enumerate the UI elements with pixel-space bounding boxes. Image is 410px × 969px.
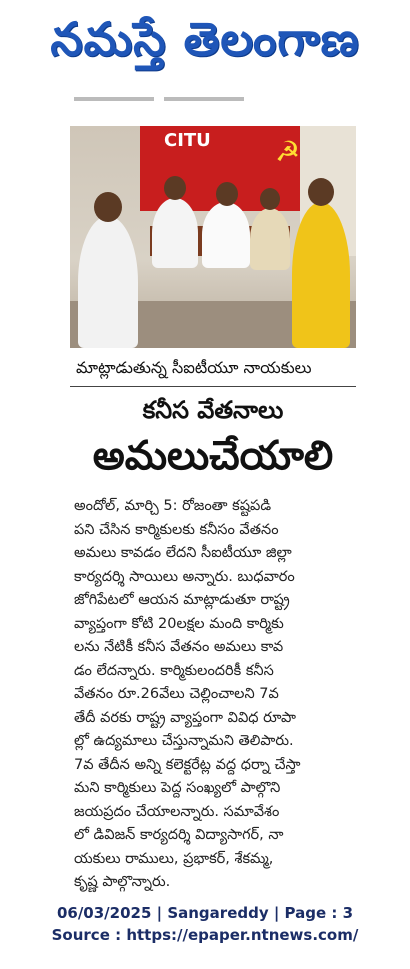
cut-off-text <box>74 94 254 104</box>
article-line: వేతనం రూ.26వేలు చెల్లించాలని 7వ <box>74 686 279 702</box>
article-line: కృష్ణ పాల్గొన్నారు. <box>74 874 171 890</box>
article-line: మని కార్మికులు పెద్ద సంఖ్యలో పాల్గొని <box>74 780 281 796</box>
article-line: ల్లో ఉద్యమాలు చేస్తున్నామని తెలిపారు. <box>74 733 294 749</box>
person-3 <box>202 202 250 268</box>
article-line: వ్యాప్తంగా కోటి 20లక్షల మంది కార్మికు <box>74 615 284 632</box>
article-body <box>74 495 354 895</box>
person-4 <box>250 208 290 270</box>
photo-caption: మాట్లాడుతున్న సీఐటీయూ నాయకులు <box>76 358 312 377</box>
hammer-sickle-icon: ☭ <box>275 135 301 168</box>
article-line: పని చేసిన కార్మికులకు కనీసం వేతనం <box>74 521 279 538</box>
newspaper-masthead <box>0 0 410 78</box>
person-4-head <box>260 188 280 210</box>
headline-kicker: కనీస వేతనాలు <box>142 396 284 424</box>
news-photo <box>70 126 356 348</box>
divider <box>70 386 356 387</box>
article-line: 7వ తేదీన అన్ని కలెక్టరేట్ల వద్ద ధర్నా చేస్తా <box>74 756 301 773</box>
banner-text: CITU <box>164 130 211 151</box>
article-line: అందోల్, మార్చి 5: రోజంతా కష్టపడి <box>74 498 272 514</box>
person-5-head <box>308 178 334 206</box>
person-2 <box>152 198 198 268</box>
person-1 <box>78 216 138 348</box>
article-line: తేదీ వరకు రాష్ట్ర వ్యాప్తంగా వివిధ రూపా <box>74 709 296 726</box>
person-3-head <box>216 182 238 206</box>
person-1-head <box>94 192 122 222</box>
source-footer <box>0 902 410 946</box>
person-2-head <box>164 176 186 200</box>
article-line: కార్యదర్శి సాయిలు అన్నారు. బుధవారం <box>74 568 295 585</box>
source-link[interactable]: Source : https://epaper.ntnews.com/ <box>51 926 359 944</box>
masthead-title: నమస్తే తెలంగాణ <box>50 12 360 66</box>
article-line: లో డివిజన్ కార్యదర్శి విద్యాసాగర్, నా <box>74 827 284 843</box>
person-5 <box>292 202 350 348</box>
headline-main: అమలుచేయాలి <box>92 433 334 479</box>
article-line: జోగిపేటలో ఆయన మాట్లాడుతూ రాష్ట్ర <box>74 592 290 608</box>
article-line: లను నేటికీ కనీస వేతనం అమలు కావ <box>74 639 284 655</box>
article-line: జయప్రదం చేయాలన్నారు. సమావేశం <box>74 803 280 820</box>
news-clipping <box>70 90 356 890</box>
article-line: యకులు రాములు, ప్రభాకర్, శేకమ్మ, <box>74 850 274 867</box>
edition-info: 06/03/2025 | Sangareddy | Page : 3 <box>56 904 354 922</box>
article-line: డం లేదన్నారు. కార్మికులందరికీ కనీస <box>74 662 274 679</box>
article-line: అమలు కావడం లేదని సీఐటీయూ జిల్లా <box>74 545 292 561</box>
